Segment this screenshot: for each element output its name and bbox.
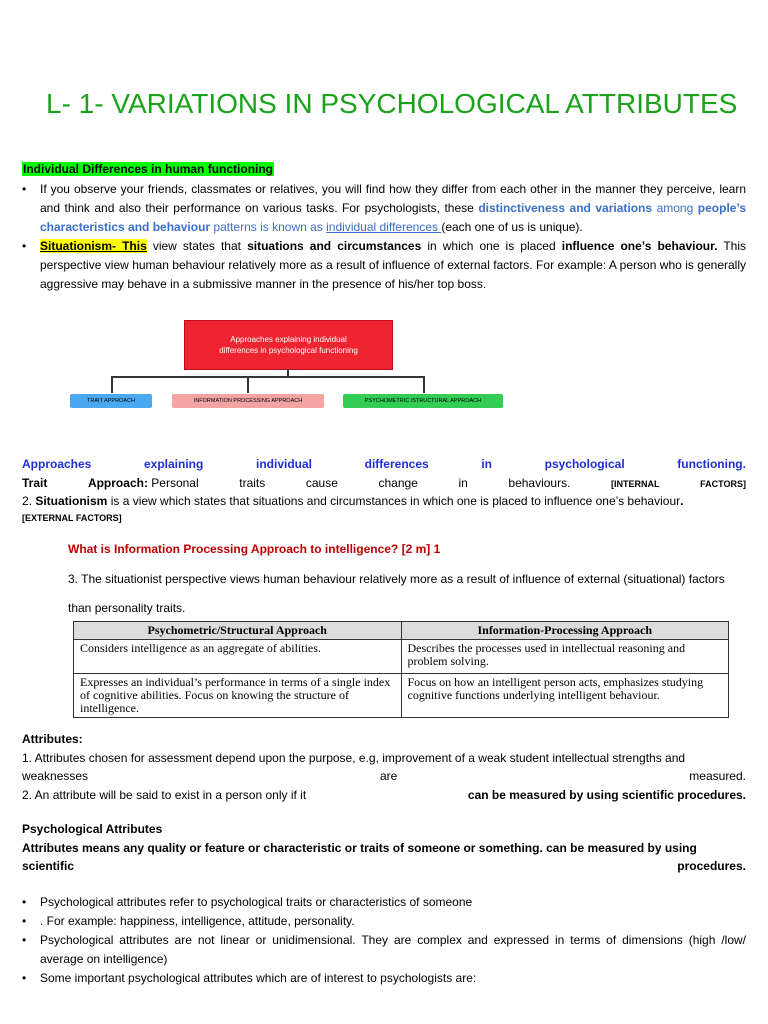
diagram-box-psychometric: PSYCHOMETRIC /STRUCTURAL APPROACH — [343, 394, 503, 408]
table-header: Information-Processing Approach — [401, 622, 729, 640]
attributes-point-1-cont: weaknesses are measured. — [22, 769, 746, 783]
table-cell: Expresses an individual’s performance in terms of a single index of cognitive abilities. Focus on knowing the structure of intelligence. — [74, 674, 402, 718]
external-factors-tag: [EXTERNAL FACTORS] — [22, 513, 122, 523]
table-cell: Describes the processes used in intellectual reasoning and problem solving. — [401, 640, 729, 674]
situationism-line: 2. Situationism is a view which states that situations and circumstances in which one is placed to influence one’s behaviour. — [22, 494, 684, 508]
psych-attributes-definition: Attributes means any quality or feature or characteristic or traits of someone or something. can be measured by using — [22, 841, 697, 855]
table-header: Psychometric/Structural Approach — [74, 622, 402, 640]
diagram-box-trait: TRAIT APPROACH — [70, 394, 152, 408]
table-row — [74, 640, 729, 674]
table-cell: Focus on how an intelligent person acts, emphasizes studying cognitive functions underlying intelligent behaviour. — [401, 674, 729, 718]
attributes-point-1: 1. Attributes chosen for assessment depend upon the purpose, e.g, improvement of a weak student intellectual strengths and — [22, 751, 686, 765]
table-header-row — [74, 622, 729, 640]
bullet-situationism: • Situationism- This view states that situations and circumstances in which one is placed influence one’s behaviour. This perspective view human behaviour relatively more as a result of influence of external factors. For example: A person who is generally aggressive may behave in a submissive manner in the presence of his/her top boss. — [22, 237, 746, 294]
psych-bullets — [22, 893, 746, 988]
list-item: • Psychological attributes refer to psychological traits or characteristics of someone — [22, 893, 746, 912]
point-3-cont: than personality traits. — [68, 601, 186, 615]
intro-bullets — [22, 180, 746, 294]
attributes-heading: Attributes: — [22, 732, 83, 746]
diagram-connector — [247, 376, 249, 393]
comparison-table-wrap — [73, 621, 729, 718]
diagram-connector — [111, 376, 425, 378]
trait-approach-line: Trait Approach: Personal traits cause change in behaviours. [INTERNAL FACTORS] — [22, 476, 746, 490]
table-cell: Considers intelligence as an aggregate of abilities. — [74, 640, 402, 674]
table-row — [74, 674, 729, 718]
bullet-individual-differences: • If you observe your friends, classmates or relatives, you will find how they differ from each other in the manner they perceive, learn and think and also their performance on various tasks. For psychologists, these distinctiveness and variations among people’s characteristics and behaviour patterns is known as individual differences (each one of us is unique). — [22, 180, 746, 237]
section-heading: Individual Differences in human functioning — [23, 162, 274, 176]
point-3: 3. The situationist perspective views human behaviour relatively more as a result of influence of external (situational) factors — [68, 572, 725, 586]
psych-attributes-definition-cont: scientific procedures. — [22, 859, 746, 873]
page-title: L- 1- VARIATIONS IN PSYCHOLOGICAL ATTRIBUTES — [46, 88, 738, 119]
diagram-connector — [111, 376, 113, 393]
situationism-highlight: Situationism- — [40, 239, 123, 253]
diagram-main-box: Approaches explaining individual differences in psychological functioning — [184, 320, 393, 370]
attributes-point-2: 2. An attribute will be said to exist in a person only if it can be measured by using scientific procedures. — [22, 788, 746, 802]
list-item: • . For example: happiness, intelligence, attitude, personality. — [22, 912, 746, 931]
comparison-table — [73, 621, 729, 718]
list-item: • Some important psychological attributes which are of interest to psychologists are: — [22, 969, 746, 988]
diagram-box-info-processing: INFORMATION PROCESSING APPROACH — [172, 394, 324, 408]
approaches-line: Approaches explaining individual differences in psychological functioning. — [22, 457, 746, 471]
list-item: • Psychological attributes are not linear or unidimensional. They are complex and expressed in terms of dimensions (high /low/ average on intelligence) — [22, 931, 746, 969]
question-heading: What is Information Processing Approach to intelligence? [2 m] 1 — [68, 542, 441, 556]
diagram-connector — [423, 376, 425, 393]
psych-attributes-heading: Psychological Attributes — [22, 822, 163, 836]
